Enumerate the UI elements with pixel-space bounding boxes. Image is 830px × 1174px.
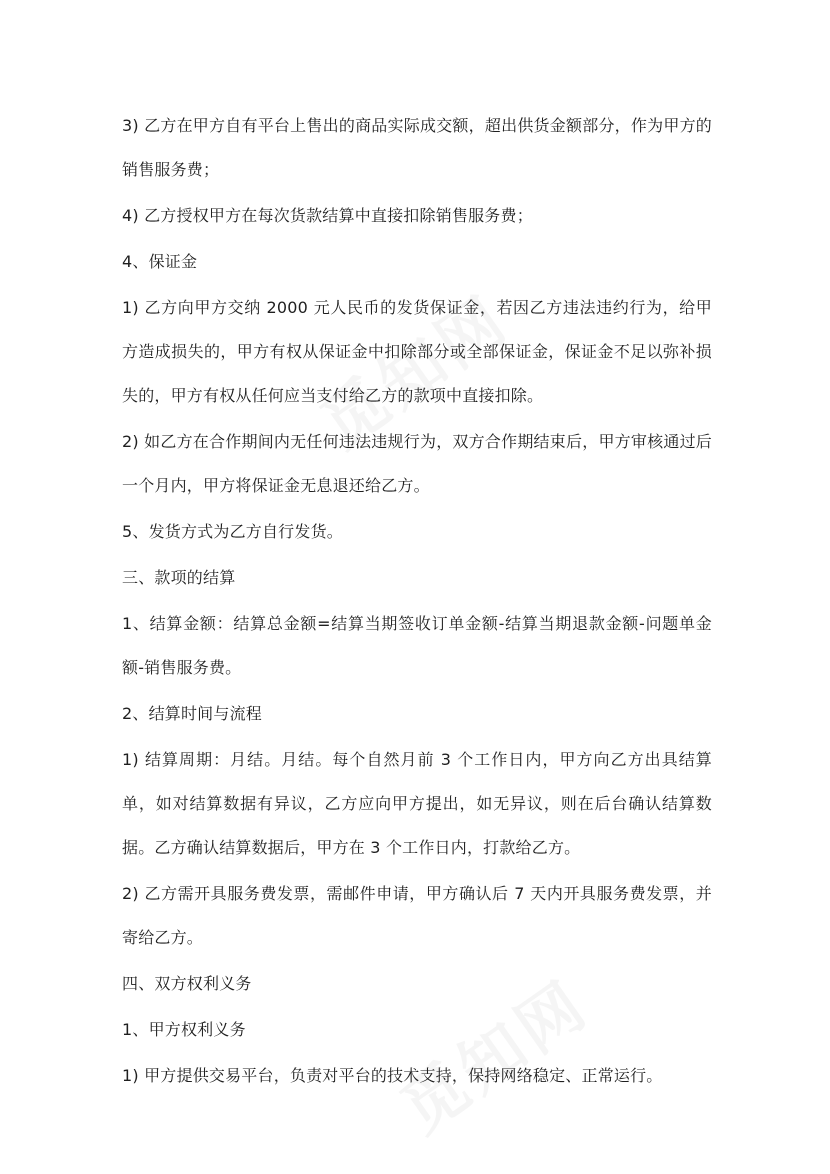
section-heading-settlement-process: 2、结算时间与流程 [122, 704, 262, 723]
paragraph-party-a-platform: 1) 甲方提供交易平台，负责对平台的技术支持，保持网络稳定、正常运行。 [122, 1066, 663, 1085]
paragraph-settlement-amount: 1、结算金额：结算总金额=结算当期签收订单金额-结算当期退款金额-问题单金额-销售服务费。 [122, 614, 712, 677]
section-heading-deposit: 4、保证金 [122, 252, 198, 271]
section-heading-shipping: 5、发货方式为乙方自行发货。 [122, 522, 343, 541]
chapter-heading-rights: 四、双方权利义务 [122, 974, 252, 993]
paragraph-settlement-cycle: 1) 结算周期：月结。月结。每个自然月前 3 个工作日内，甲方向乙方出具结算单，如对结算数据有异议，乙方应向甲方提出，如无异议，则在后台确认结算数据。乙方确认结算数据后，甲方在 3 个工作日内，打款给乙方。 [122, 750, 712, 857]
paragraph-invoice: 2) 乙方需开具服务费发票，需邮件申请，甲方确认后 7 天内开具服务费发票，并寄给乙方。 [122, 884, 712, 947]
paragraph-4-deduction: 4) 乙方授权甲方在每次货款结算中直接扣除销售服务费； [122, 206, 533, 225]
paragraph-deposit-2: 2) 如乙方在合作期间内无任何违法违规行为，双方合作期结束后，甲方审核通过后一个月内，甲方将保证金无息退还给乙方。 [122, 432, 712, 495]
section-heading-party-a-rights: 1、甲方权利义务 [122, 1020, 246, 1039]
paragraph-deposit-1: 1) 乙方向甲方交纳 2000 元人民币的发货保证金，若因乙方违法违约行为，给甲方造成损失的，甲方有权从保证金中扣除部分或全部保证金，保证金不足以弥补损失的，甲方有权从任何应当支付给乙方的款项中直接扣除。 [122, 298, 712, 405]
document-body [122, 104, 712, 1098]
chapter-heading-settlement: 三、款项的结算 [122, 568, 236, 587]
paragraph-3-service-fee: 3) 乙方在甲方自有平台上售出的商品实际成交额，超出供货金额部分，作为甲方的销售服务费； [122, 116, 712, 179]
